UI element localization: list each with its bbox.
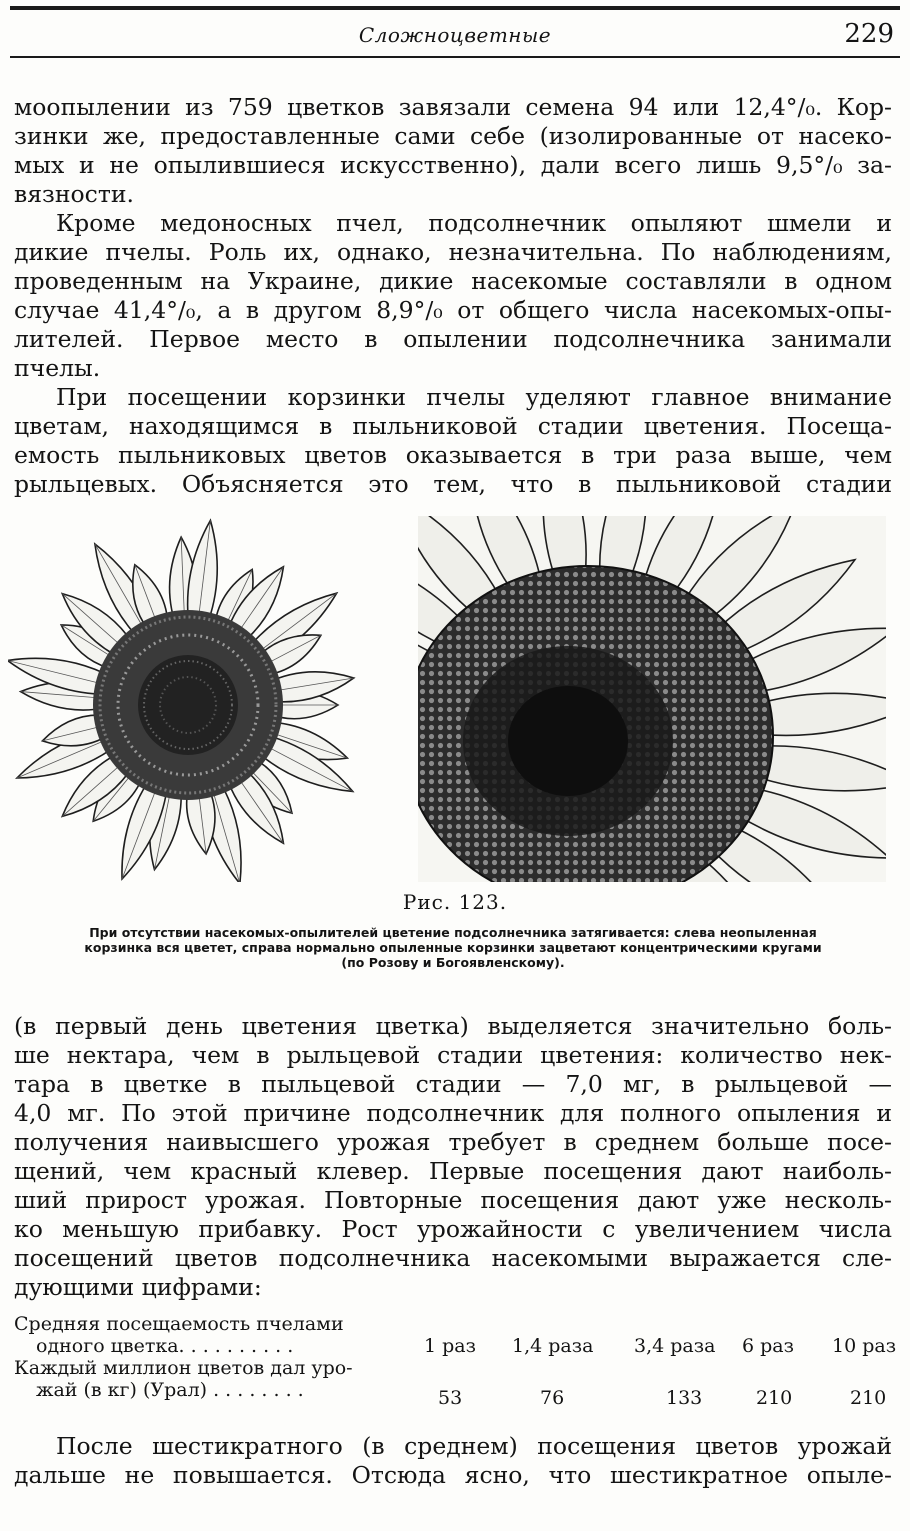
row-values [14, 1387, 900, 1409]
text-line: случае 41,4°/₀, а в другом 8,9°/₀ от общего числа насекомых-опы- [14, 296, 892, 324]
caption-line: При отсутствии насекомых-опылителей цветение подсолнечника затягивается: слева неопыленная [89, 925, 817, 940]
table-cell: 1 раз [424, 1335, 476, 1357]
table-cell: 133 [666, 1387, 703, 1409]
text-line: ший прирост урожая. Повторные посещения дают уже несколь- [14, 1186, 892, 1214]
row-label-line: Каждый миллион цветов дал уро- [14, 1357, 353, 1379]
text-line: моопылении из 759 цветков завязали семена 94 или 12,4°/₀. Кор- [14, 93, 892, 121]
text-line: дующими цифрами: [14, 1273, 262, 1301]
row-values [14, 1335, 900, 1357]
pollinated-sunflower-illustration [418, 516, 886, 882]
text-line: цветам, находящимся в пыльниковой стадии цветения. Посеща- [14, 412, 892, 440]
text-line: тара в цветке в пыльцевой стадии — 7,0 мг, в рыльцевой — [14, 1070, 892, 1098]
text-line: После шестикратного (в среднем) посещения цветов урожай [56, 1432, 892, 1460]
text-line: рыльцевых. Объясняется это тем, что в пыльниковой стадии [14, 470, 892, 498]
figure-label: Рис. 123. [402, 890, 508, 914]
paragraph-block-middle [14, 1012, 892, 1302]
text-line: Кроме медоносных пчел, подсолнечник опыляют шмели и [56, 209, 892, 237]
text-line: мых и не опылившиеся искусственно), дали всего лишь 9,5°/₀ за- [14, 151, 892, 179]
text-line: (в первый день цветения цветка) выделяется значительно боль- [14, 1012, 892, 1040]
text-line: ко меньшую прибавку. Рост урожайности с увеличением числа [14, 1215, 892, 1243]
text-line: емость пыльниковых цветов оказывается в три раза выше, чем [14, 441, 892, 469]
paragraph-block-top [14, 93, 892, 499]
table-cell: 210 [756, 1387, 793, 1409]
table-cell: 210 [850, 1387, 887, 1409]
text-line: 4,0 мг. По этой причине подсолнечник для полного опыления и [14, 1099, 892, 1127]
text-line: посещений цветов подсолнечника насекомыми выражается сле- [14, 1244, 892, 1272]
text-line: дальше не повышается. Отсюда ясно, что шестикратное опыле- [14, 1461, 892, 1489]
caption-line: корзинка вся цветет, справа нормально опыленные корзинки зацветают концентрическими кругами [84, 940, 822, 955]
text-line: пчелы. [14, 354, 101, 382]
text-line: вязности. [14, 180, 134, 208]
text-line: зинки же, предоставленные сами себе (изолированные от насеко- [14, 122, 892, 150]
text-line: получения наивысшего урожая требует в среднем больше посе- [14, 1128, 892, 1156]
text-line: ше нектара, чем в рыльцевой стадии цветения: количество нек- [14, 1041, 892, 1069]
unpollinated-sunflower-illustration [8, 510, 363, 882]
text-line: При посещении корзинки пчелы уделяют главное внимание [56, 383, 892, 411]
table-cell: 6 раз [742, 1335, 794, 1357]
page-number: 229 [844, 19, 894, 49]
page-header [10, 6, 900, 58]
text-line: проведенным на Украине, дикие насекомые составляли в одном [14, 267, 892, 295]
figure-caption [14, 925, 892, 970]
table-cell: 76 [540, 1387, 565, 1409]
row-label-line: Средняя посещаемость пчелами [14, 1313, 344, 1335]
figure-sunflowers [0, 510, 910, 890]
paragraph-block-bottom [14, 1432, 892, 1490]
text-line: лителей. Первое место в опылении подсолнечника занимали [14, 325, 892, 353]
table-row-visits [14, 1313, 900, 1357]
text-line: дикие пчелы. Роль их, однако, незначительна. По наблюдениям, [14, 238, 892, 266]
table-cell: 3,4 раза [634, 1335, 716, 1357]
table-cell: 10 раз [832, 1335, 897, 1357]
table-cell: 1,4 раза [512, 1335, 594, 1357]
table-cell: 53 [438, 1387, 463, 1409]
table-row-yield [14, 1357, 900, 1417]
caption-line: (по Розову и Богоявленскому). [341, 955, 565, 970]
yield-table [14, 1313, 900, 1417]
text-line: щений, чем красный клевер. Первые посещения дают наиболь- [14, 1157, 892, 1185]
row-label-line: жай (в кг) (Урал) . . . . . . . . [36, 1379, 304, 1401]
row-label-line: одного цветка. . . . . . . . . . [36, 1335, 294, 1357]
running-title: Сложноцветные [358, 23, 552, 47]
